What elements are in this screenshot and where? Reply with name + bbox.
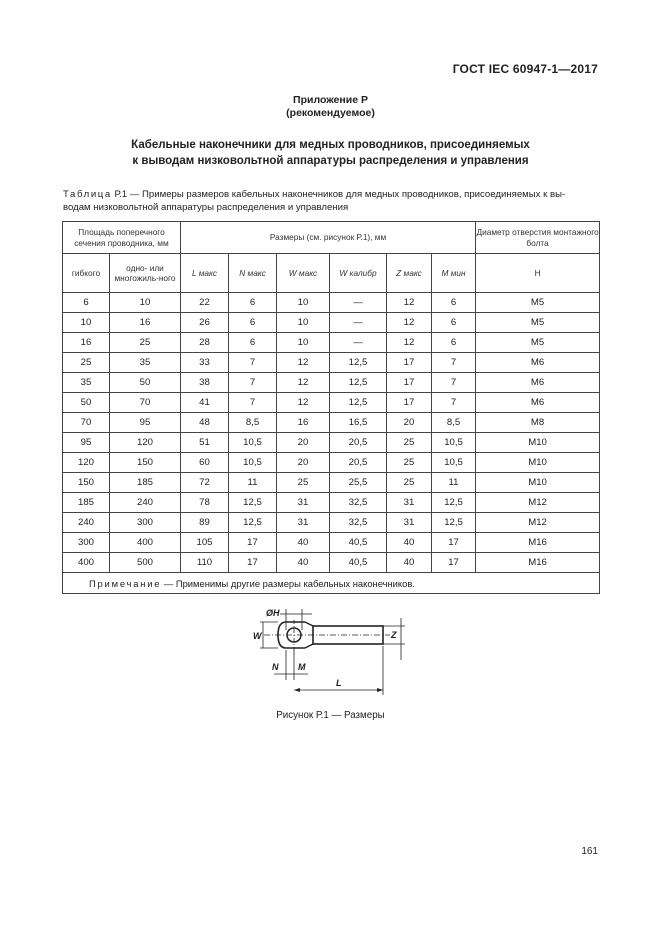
table-cell: 48 [181,413,229,433]
table-cell: 8,5 [432,413,476,433]
table-cell: 6 [432,313,476,333]
header-hole: Диаметр отверстия монтажного болта [476,222,600,254]
table-cell: 25 [63,353,110,373]
table-cell: 12 [277,393,330,413]
table-cell: 25 [387,433,432,453]
label-n: N [272,662,279,672]
lug-dimensions-table [62,221,600,594]
table-row [63,413,600,433]
table-cell: 25 [387,453,432,473]
table-cell: 35 [110,353,181,373]
table-cell: 7 [432,393,476,413]
table-cell: 50 [110,373,181,393]
table-cell: 10 [63,313,110,333]
table-caption-label: Таблица [63,189,112,200]
table-cell: 70 [110,393,181,413]
table-cell: M12 [476,493,600,513]
table-row [63,533,600,553]
table-cell: 7 [229,353,277,373]
table-row [63,313,600,333]
table-cell: M16 [476,553,600,573]
table-cell: M5 [476,333,600,353]
table-cell: 400 [110,533,181,553]
table-cell: 12 [277,353,330,373]
table-cell: 300 [110,513,181,533]
note-text: — Применимы другие размеры кабельных наконечников. [161,577,415,589]
lug-diagram [250,600,420,700]
label-l: L [336,678,342,688]
table-cell: 20 [277,453,330,473]
label-m: M [298,662,306,672]
header-n-max: N макс [229,254,277,293]
table-cell: 26 [181,313,229,333]
table-cell: 110 [181,553,229,573]
table-cell: 12 [387,313,432,333]
table-cell: M16 [476,533,600,553]
table-cell: 17 [387,353,432,373]
table-cell: 20 [277,433,330,453]
table-cell: 25 [110,333,181,353]
table-cell: 10 [110,293,181,313]
table-body [63,293,600,573]
table-cell: 10,5 [432,453,476,473]
table-cell: 150 [63,473,110,493]
annex-block [0,94,661,120]
table-cell: 25 [387,473,432,493]
table-cell: 10,5 [432,433,476,453]
table-cell: M5 [476,313,600,333]
table-cell: 20,5 [330,433,387,453]
table-row [63,393,600,413]
label-h: ØH [266,608,280,618]
table-cell: 78 [181,493,229,513]
table-cell: 32,5 [330,493,387,513]
table-cell: 72 [181,473,229,493]
table-cell: 500 [110,553,181,573]
table-cell: M10 [476,473,600,493]
table-cell: 12 [277,373,330,393]
table-cell: 11 [432,473,476,493]
table-cell: — [330,333,387,353]
header-flexible: гибкого [63,254,110,293]
table-caption-line2: водам низковольтной аппаратуры распределения и управления [63,202,349,213]
table-cell: 12 [387,293,432,313]
section-heading [0,137,661,169]
table-cell: 20,5 [330,453,387,473]
header-w-max: W макс [277,254,330,293]
table-cell: 11 [229,473,277,493]
table-cell: 25 [277,473,330,493]
table-cell: 12,5 [229,493,277,513]
table-cell: 38 [181,373,229,393]
table-cell: 16 [110,313,181,333]
table-caption [63,188,598,214]
table-row [63,473,600,493]
table-cell: 17 [229,533,277,553]
table-cell: 6 [432,333,476,353]
table-cell: 35 [63,373,110,393]
table-cell: 16,5 [330,413,387,433]
table-cell: 185 [63,493,110,513]
table-cell: 6 [229,293,277,313]
table-cell: 17 [229,553,277,573]
table-cell: 25,5 [330,473,387,493]
standard-header: ГОСТ IEC 60947-1—2017 [452,62,598,76]
table-cell: 120 [110,433,181,453]
table-cell: 89 [181,513,229,533]
table-row [63,373,600,393]
table-cell: 7 [229,373,277,393]
table-cell: 12,5 [432,493,476,513]
figure-caption: Рисунок Р.1 — Размеры [276,710,385,721]
table-caption-text: Р.1 — Примеры размеров кабельных наконечников для медных проводников, присоединяемых к вы- [114,189,566,200]
table-cell: M8 [476,413,600,433]
table-cell: 105 [181,533,229,553]
table-cell: 7 [432,353,476,373]
label-w: W [253,631,262,641]
table-cell: 20 [387,413,432,433]
header-dims: Размеры (см. рисунок Р.1), мм [181,222,476,254]
table-cell: 17 [432,533,476,553]
table-cell: 120 [63,453,110,473]
heading-line-2: к выводам низковольтной аппаратуры распределения и управления [132,155,529,167]
table-cell: 32,5 [330,513,387,533]
table-cell: — [330,293,387,313]
header-area: Площадь поперечного сечения проводника, мм [63,222,181,254]
table-cell: 17 [387,373,432,393]
table-cell: 22 [181,293,229,313]
table-cell: 6 [229,313,277,333]
table-cell: 16 [277,413,330,433]
table-cell: 12 [387,333,432,353]
table-cell: 10 [277,333,330,353]
table-cell: M6 [476,353,600,373]
page-number: 161 [581,846,598,857]
table-cell: 12,5 [229,513,277,533]
header-stranded: одно- или многожиль-ного [110,254,181,293]
table-cell: 12,5 [432,513,476,533]
table-cell: 40 [277,533,330,553]
table-cell: 240 [110,493,181,513]
table-cell: 41 [181,393,229,413]
table-cell: 31 [387,513,432,533]
label-z: Z [391,630,397,640]
table-cell: 6 [63,293,110,313]
table-cell: 10,5 [229,433,277,453]
table-cell: 51 [181,433,229,453]
annex-subtitle: (рекомендуемое) [286,107,375,119]
table-cell: 12,5 [330,393,387,413]
table-cell: 400 [63,553,110,573]
table-cell: 95 [110,413,181,433]
table-cell: 7 [432,373,476,393]
table-cell: 17 [432,553,476,573]
table-row [63,293,600,313]
table-cell: 31 [387,493,432,513]
table-cell: 70 [63,413,110,433]
table-cell: 31 [277,493,330,513]
table-cell: 10 [277,293,330,313]
table-cell: 95 [63,433,110,453]
table-cell: 40 [387,533,432,553]
table-cell: 16 [63,333,110,353]
table-cell: 185 [110,473,181,493]
table-cell: 40,5 [330,533,387,553]
table-cell: 8,5 [229,413,277,433]
table-row [63,333,600,353]
table-cell: 240 [63,513,110,533]
table-cell: M6 [476,393,600,413]
table-cell: 6 [229,333,277,353]
table-cell: 31 [277,513,330,533]
table-cell: M12 [476,513,600,533]
table-cell: 300 [63,533,110,553]
table-row [63,553,600,573]
table-cell: 40 [387,553,432,573]
table-cell: 6 [432,293,476,313]
header-w-gauge: W калибр [330,254,387,293]
table-cell: 12,5 [330,353,387,373]
header-m-min: M мин [432,254,476,293]
table-cell: 12,5 [330,373,387,393]
annex-title: Приложение Р [293,94,368,106]
table-cell: 10 [277,313,330,333]
header-h: H [476,254,600,293]
table-cell: M5 [476,293,600,313]
table-cell: 60 [181,453,229,473]
table-cell: M6 [476,373,600,393]
table-row [63,493,600,513]
table-cell: 28 [181,333,229,353]
table-row [63,453,600,473]
table-cell: M10 [476,453,600,473]
table-row [63,513,600,533]
note-label: Примечание [89,577,162,589]
heading-line-1: Кабельные наконечники для медных проводников, присоединяемых [131,139,530,151]
table-row [63,353,600,373]
header-l-max: L макс [181,254,229,293]
table-cell: 150 [110,453,181,473]
table-note [63,573,600,594]
table-cell: — [330,313,387,333]
table-row [63,433,600,453]
table-cell: 17 [387,393,432,413]
table-cell: 40 [277,553,330,573]
table-cell: 33 [181,353,229,373]
table-cell: M10 [476,433,600,453]
table-cell: 7 [229,393,277,413]
header-z-max: Z макс [387,254,432,293]
table-cell: 50 [63,393,110,413]
table-cell: 10,5 [229,453,277,473]
table-cell: 40,5 [330,553,387,573]
